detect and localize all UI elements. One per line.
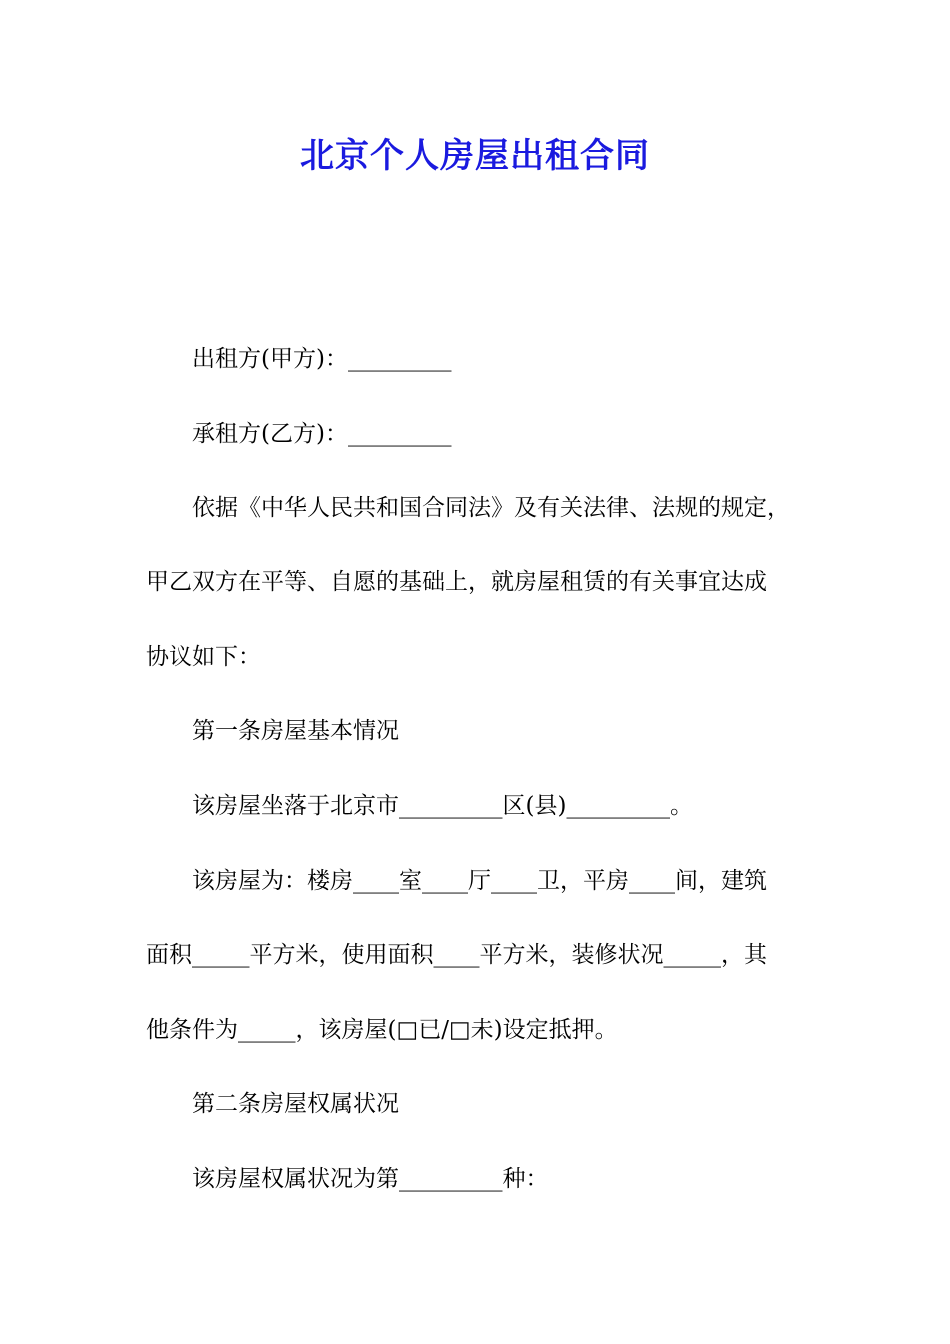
- paragraph-line: 该房屋为：楼房____室____厅____卫，平房____间，建筑: [192, 868, 767, 894]
- paragraph-line: 面积_____平方米，使用面积____平方米，装修状况_____，其: [146, 942, 767, 968]
- document-title: 北京个人房屋出租合同: [300, 136, 650, 176]
- article-heading: 第二条房屋权属状况: [192, 1091, 399, 1117]
- lessee-line: 承租方(乙方)：_________: [192, 421, 452, 447]
- article-heading: 第一条房屋基本情况: [192, 718, 399, 744]
- paragraph-line: 他条件为_____，该房屋(□已/□未)设定抵押。: [146, 1017, 618, 1043]
- paragraph-line: 该房屋坐落于北京市_________区(县)_________。: [192, 793, 693, 819]
- paragraph-line: 甲乙双方在平等、自愿的基础上，就房屋租赁的有关事宜达成: [146, 569, 767, 595]
- paragraph-line: 协议如下：: [146, 644, 261, 670]
- paragraph-line: 依据《中华人民共和国合同法》及有关法律、法规的规定，: [192, 495, 790, 521]
- paragraph-line: 该房屋权属状况为第_________种：: [192, 1166, 549, 1192]
- lessor-line: 出租方(甲方)：_________: [192, 346, 452, 372]
